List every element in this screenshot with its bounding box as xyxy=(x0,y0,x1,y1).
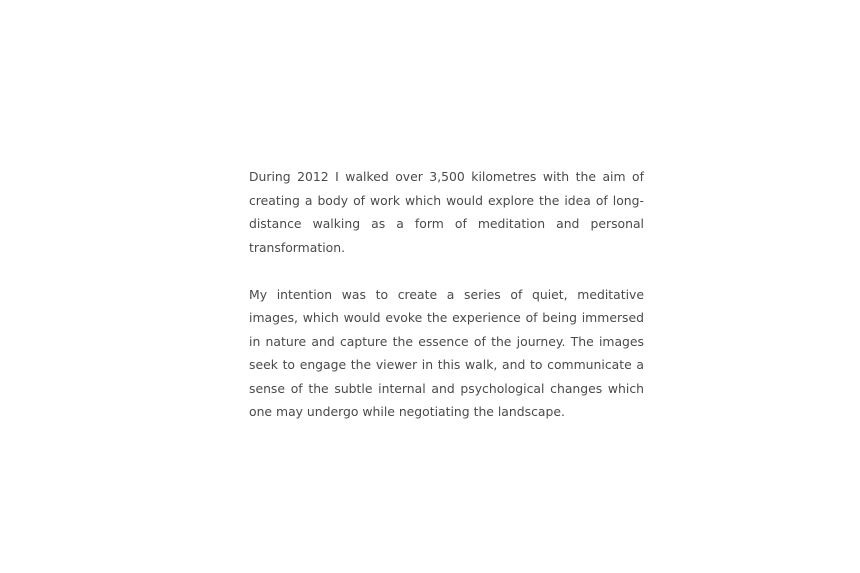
statement-paragraph-2: My intention was to create a series of quiet, meditative images, which would evoke the experience of being immersed in nature and capture the essence of the journey. The images seek to engage the viewer in this walk, and to communicate a sense of the subtle internal and psychological changes which one may undergo while negotiating the landscape. xyxy=(249,286,644,419)
artist-statement xyxy=(249,165,644,424)
statement-paragraph-1: During 2012 I walked over 3,500 kilometres with the aim of creating a body of work which would explore the idea of long-distance walking as a form of meditation and personal transformation. xyxy=(249,169,644,255)
